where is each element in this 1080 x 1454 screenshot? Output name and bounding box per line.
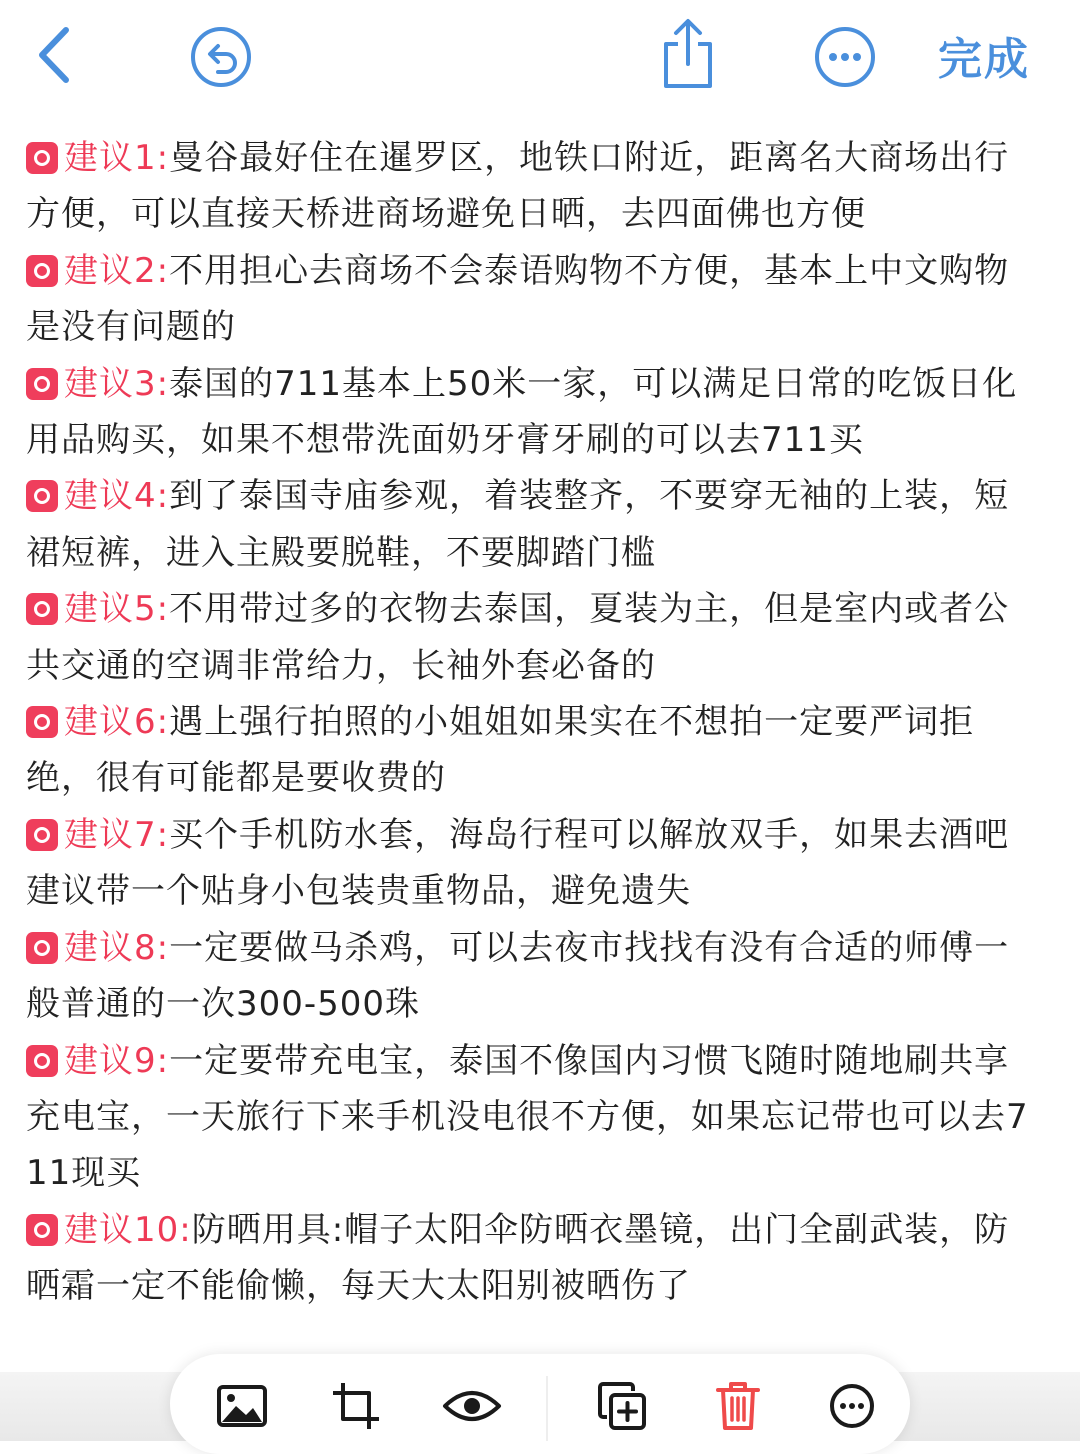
bullet-icon [26,819,58,851]
more-circle-icon [829,1383,875,1429]
bullet-icon [26,706,58,738]
tip-text: 一定要做马杀鸡，可以去夜市找找有没有合适的师傅一般普通的一次300-500珠 [26,927,1010,1025]
tip-item [26,468,1036,581]
bullet-icon [26,480,58,512]
tip-label: 建议4: [64,476,170,517]
tip-item [26,1033,1036,1202]
bullet-icon [26,368,58,400]
tip-label: 建议5: [64,589,170,630]
duplicate-icon [597,1381,647,1431]
eye-icon [442,1386,502,1426]
crop-button[interactable] [326,1376,386,1436]
tip-label: 建议10: [64,1209,192,1250]
duplicate-button[interactable] [592,1376,652,1436]
note-content[interactable] [26,130,1036,1315]
toolbar-divider [546,1376,548,1441]
bullet-icon [26,1045,58,1077]
tip-label: 建议7: [64,814,170,855]
undo-icon [188,24,254,90]
share-icon [658,16,718,92]
tip-text: 泰国的711基本上50米一家，可以满足日常的吃饭日化用品购买，如果不想带洗面奶牙膏牙刷的可以去711买 [26,363,1018,461]
trash-icon [716,1380,760,1432]
top-toolbar [0,0,1080,118]
done-button[interactable]: 完成 [938,34,1030,85]
tip-item [26,920,1036,1033]
tip-text: 不用担心去商场不会泰语购物不方便，基本上中文购物是没有问题的 [26,250,1010,348]
back-button[interactable] [26,20,82,90]
bullet-icon [26,593,58,625]
tip-label: 建议1: [64,138,170,178]
tip-item [26,694,1036,807]
insert-image-button[interactable] [212,1376,272,1436]
image-icon [216,1384,268,1428]
tip-text: 遇上强行拍照的小姐姐如果实在不想拍一定要严词拒绝，很有可能都是要收费的 [26,702,975,799]
tip-text: 防晒用具:帽子太阳伞防晒衣墨镜，出门全副武装，防晒霜一定不能偷懒，每天大太阳别被晒伤了 [26,1209,1010,1307]
tip-item [26,1202,1036,1315]
tip-label: 建议6: [64,702,170,743]
more-circle-icon [812,24,878,90]
bullet-icon [26,142,58,174]
tip-text: 不用带过多的衣物去泰国，夏装为主，但是室内或者公共交通的空调非常给力，长袖外套必备的 [26,589,1010,686]
tip-item [26,581,1036,694]
tip-label: 建议3: [64,363,170,404]
share-button[interactable] [654,14,722,94]
bullet-icon [26,1214,58,1246]
tip-text: 曼谷最好住在暹罗区，地铁口附近，距离名大商场出行方便，可以直接天桥进商场避免日晒，去四面佛也方便 [26,138,1010,235]
tip-label: 建议8: [64,927,170,968]
bottom-toolbar [170,1354,910,1454]
tip-text: 到了泰国寺庙参观，着装整齐，不要穿无袖的上装，短裙短裤，进入主殿要脱鞋，不要脚踏门槛 [26,476,1010,573]
tip-text: 一定要带充电宝，泰国不像国内习惯飞随时随地刷共享充电宝，一天旅行下来手机没电很不方便，如果忘记带也可以去711现买 [26,1040,1029,1194]
tip-item [26,807,1036,920]
more-button[interactable] [810,22,880,92]
delete-button[interactable] [708,1376,768,1436]
bullet-icon [26,932,58,964]
back-chevron-icon [34,24,74,86]
tip-item [26,356,1036,469]
crop-icon [331,1381,381,1431]
bullet-icon [26,255,58,287]
tip-label: 建议9: [64,1040,170,1081]
view-button[interactable] [442,1376,502,1436]
tip-item [26,130,1036,243]
more-options-button[interactable] [822,1376,882,1436]
tip-label: 建议2: [64,250,170,291]
tip-item [26,243,1036,356]
tip-text: 买个手机防水套，海岛行程可以解放双手，如果去酒吧建议带一个贴身小包装贵重物品，避免遗失 [26,814,1010,912]
undo-button[interactable] [186,24,256,90]
